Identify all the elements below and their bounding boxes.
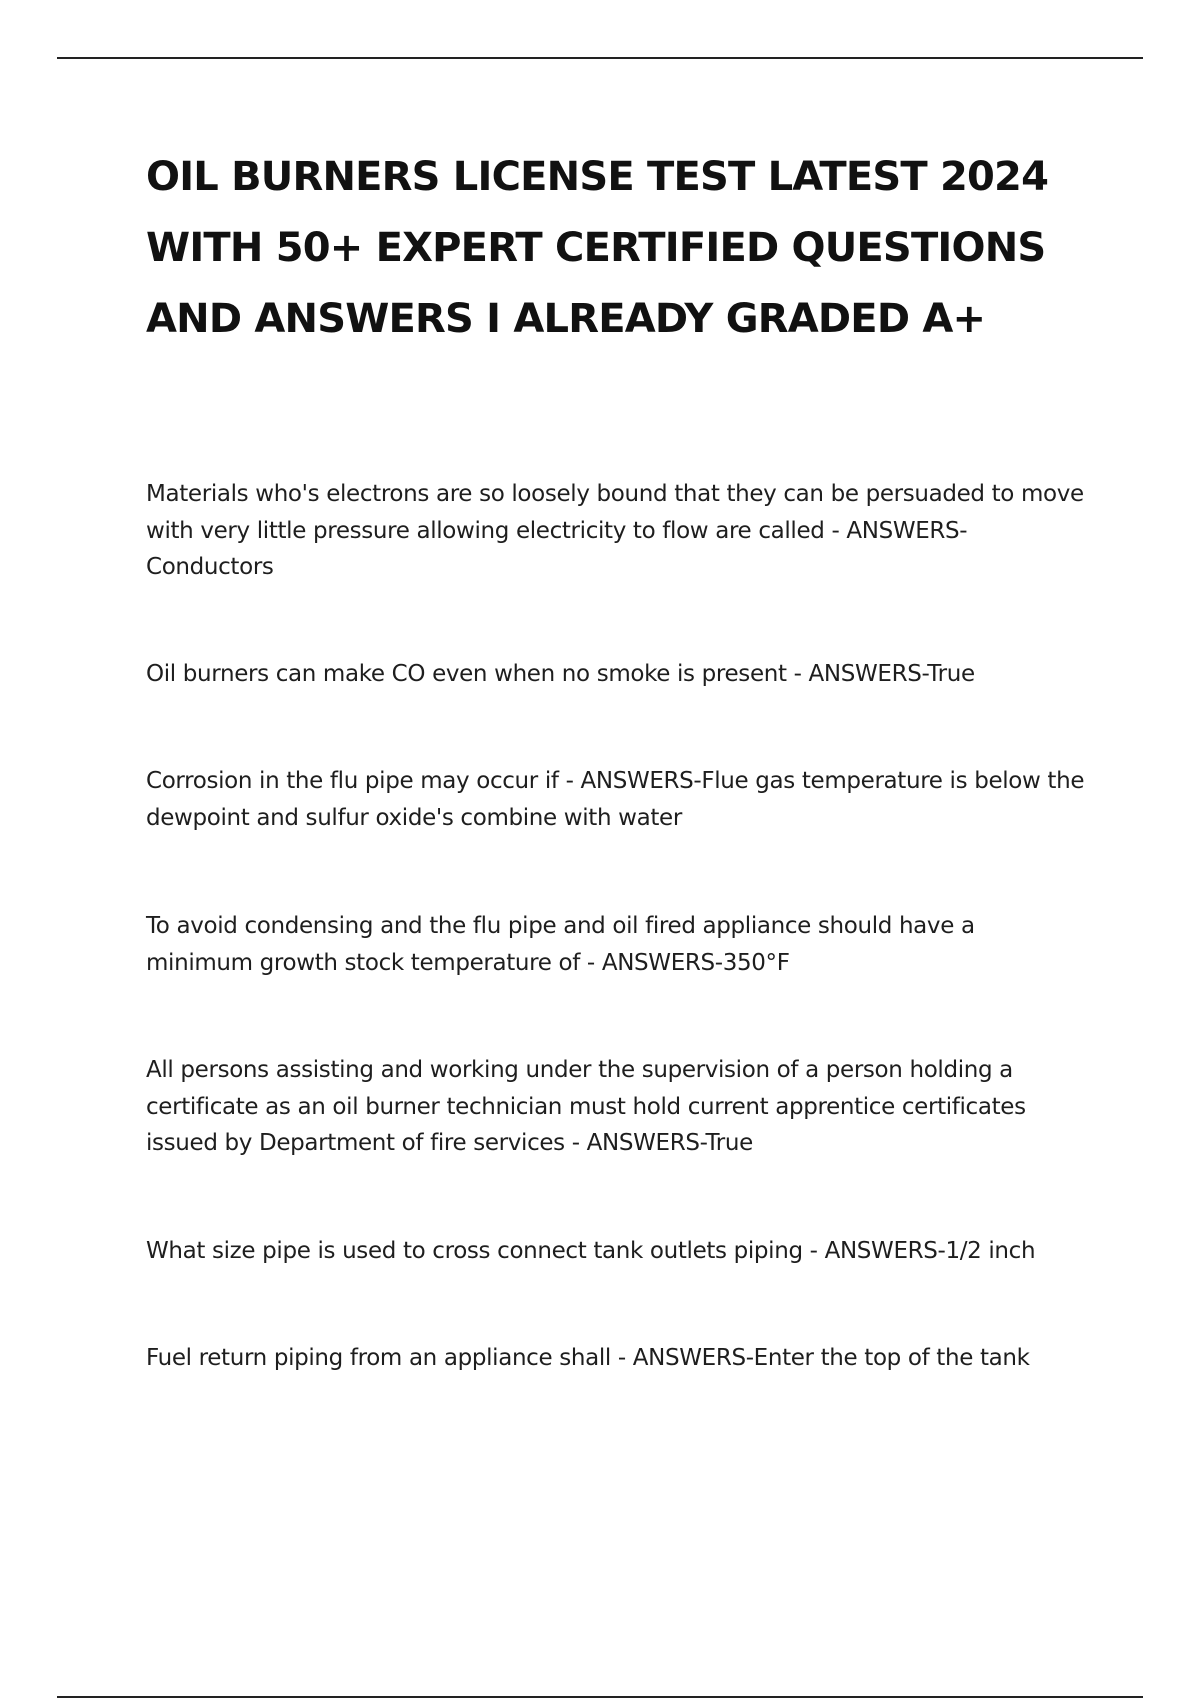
- bottom-divider: [57, 1696, 1143, 1698]
- qa-item-cross-connect-pipe: What size pipe is used to cross connect tank outlets piping - ANSWERS-1/2 inch: [146, 1238, 1036, 1264]
- qa-item-co-no-smoke: Oil burners can make CO even when no smoke is present - ANSWERS-True: [146, 661, 975, 687]
- qa-item-fuel-return-piping: Fuel return piping from an appliance shall - ANSWERS-Enter the top of the tank: [146, 1345, 1030, 1371]
- top-divider: [57, 57, 1143, 59]
- document-title: OIL BURNERS LICENSE TEST LATEST 2024 WITH 50+ EXPERT CERTIFIED QUESTIONS AND ANSWERS I ALREADY GRADED A+: [146, 154, 1049, 342]
- qa-item-stack-temperature: To avoid condensing and the flu pipe and oil fired appliance should have a minimum growth stock temperature of - ANSWERS-350°F: [146, 913, 975, 976]
- qa-item-flu-corrosion: Corrosion in the flu pipe may occur if - ANSWERS-Flue gas temperature is below the dewpoint and sulfur oxide's combine with water: [146, 768, 1085, 831]
- qa-item-conductors: Materials who's electrons are so loosely bound that they can be persuaded to move with very little pressure allowing electricity to flow are called - ANSWERS-Conductors: [146, 481, 1084, 580]
- qa-item-apprentice-certificates: All persons assisting and working under the supervision of a person holding a certificate as an oil burner technician must hold current apprentice certificates issued by Department of fire services - ANSWERS-True: [146, 1057, 1026, 1156]
